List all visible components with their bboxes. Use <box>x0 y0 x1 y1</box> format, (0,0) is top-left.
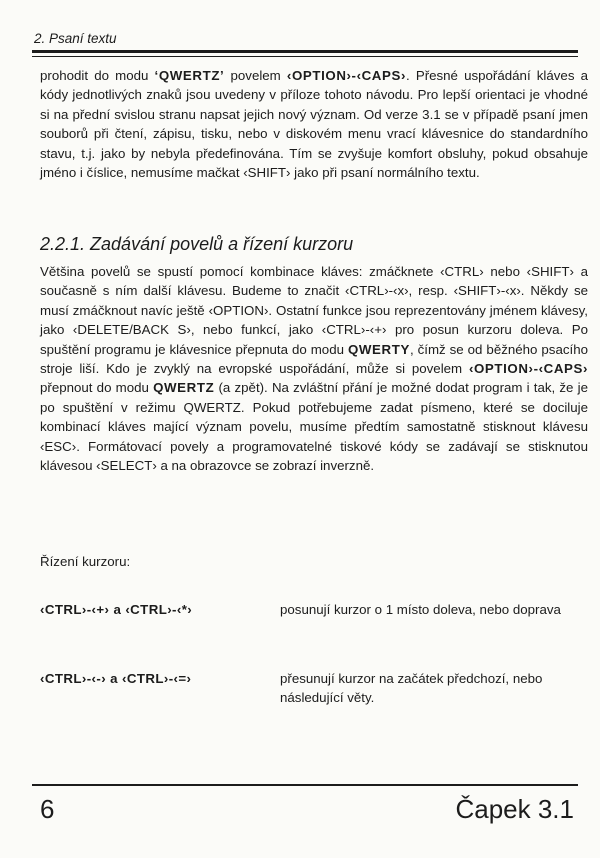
section-title: 2.2.1. Zadávání povelů a řízení kurzoru <box>40 234 354 254</box>
body-paragraph <box>40 262 588 475</box>
body-key-qwerty: QWERTY <box>347 341 410 357</box>
intro-key-qwertz: ‘QWERTZ’ <box>154 68 225 83</box>
page-number: 6 <box>40 794 55 824</box>
header-rule-thin <box>32 56 578 57</box>
body-text-4: (a zpět). Na zvláštní přání je možné dodat program i tak, že je po spuštění v režimu QWERTZ. Pokud potřebujeme zadat písmeno, které se dociluje kombinací kláves mající význam povelu, musíme předtím samostatně stisknout klávesu ‹ESC›. Formátovací povely a programovatelné tiskové kódy se zadávají se stisknutou klávesou ‹SELECT› a na obrazovce se zobrazí inverzně. <box>40 380 588 474</box>
body-text-1: Většina povelů se spustí pomocí kombinace kláves: zmáčknete ‹CTRL› nebo ‹SHIFT› a současně s ním další klávesu. Budeme to značit ‹CTRL›-‹x›, resp. ‹SHIFT›-‹x›. Někdy se musí zmáčknout navíc ještě ‹OPTION›. Ostatní funkce jsou reprezentovány jménem klávesy, jako ‹DELETE/BACK S›, nebo funkcí, jako ‹CTRL›-‹+› pro posun kurzoru doleva. Po spuštění programu je klávesnice přepnuta do modu <box>40 264 588 357</box>
intro-text-3: . Přesné uspořádání kláves a kódy jednotlivých znaků jsou uvedeny v příloze tohoto návodu. Pro lepší orientaci je vhodné si na přední svislou stranu napsat jejich nový význam. Od verze 3.1 se v případě psaní jmen souborů při čtení, zápisu, tisku, nebo v diskovém menu vrací klávesnice do standardního stavu, t.j. jako by nebyla předefinována. Tím se zvyšuje komfort obsluhy, pokud obsahuje jméno i číslice, nemusíme mačkat ‹SHIFT› jako při psaní normálního textu. <box>40 68 589 181</box>
footer-rule <box>32 784 578 786</box>
intro-text-1: prohodit do modu <box>40 68 155 83</box>
intro-paragraph <box>40 66 588 182</box>
body-key-qwertz: QWERTZ <box>153 380 215 396</box>
header-rule <box>32 50 578 53</box>
footer-title: Čapek 3.1 <box>455 794 574 824</box>
subheading: Řízení kurzoru: <box>40 554 131 569</box>
intro-key-option-caps: ‹OPTION›-‹CAPS› <box>286 68 406 83</box>
command-desc-2: přesunují kurzor na začátek předchozí, nebo následující věty. <box>280 671 543 706</box>
chapter-header: 2. Psaní textu <box>34 31 117 46</box>
body-text-2: , čímž se od běžného psacího stroje liší. Kdo je zvyklý na evropské uspořádání, může si povelem <box>40 341 588 377</box>
command-keys-2: ‹CTRL›-‹-› a ‹CTRL›-‹=› <box>40 671 192 686</box>
body-text-3: přepnout do modu <box>40 380 154 396</box>
command-keys-1: ‹CTRL›-‹+› a ‹CTRL›-‹*› <box>40 602 193 617</box>
command-desc-1: posunují kurzor o 1 místo doleva, nebo doprava <box>280 602 561 617</box>
intro-text-2: povelem <box>224 68 287 83</box>
body-key-option-caps: ‹OPTION›-‹CAPS› <box>468 361 588 377</box>
